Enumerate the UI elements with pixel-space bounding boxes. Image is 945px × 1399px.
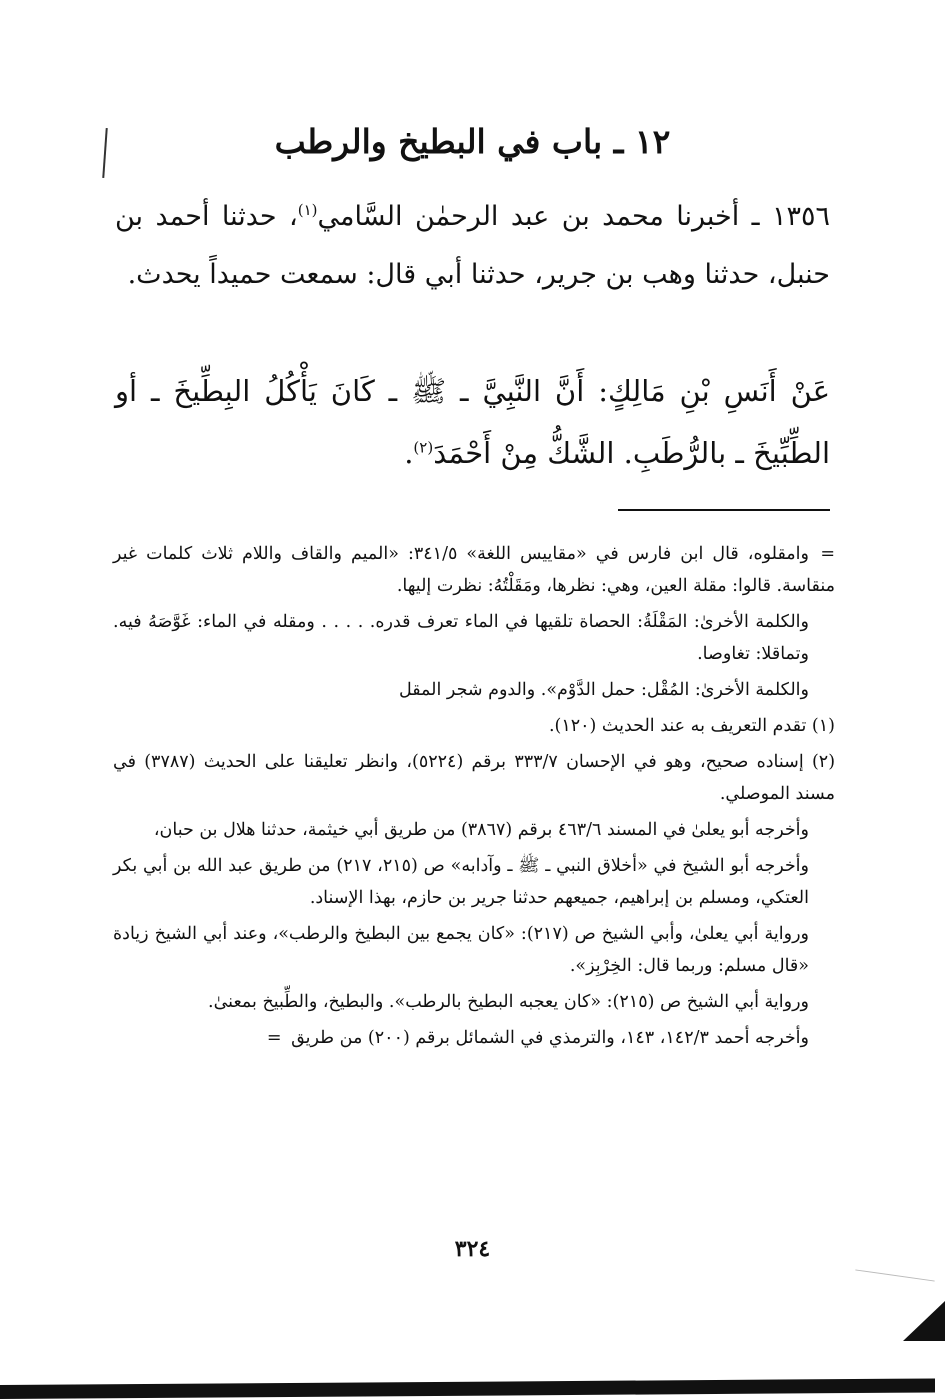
matn-text: عَنْ أَنَسِ بْنِ مَالِكٍ: أَنَّ النَّبِيَّ ـ ﷺ ـ كَانَ يَأْكُلُ البِطِّيخَ ـ أو الطِّبِّيخَ ـ بالرُّطَبِ. الشَّكُّ مِنْ أَحْمَدَ — [115, 374, 830, 470]
footnote-2-para-5: ورواية أبي الشيخ ص (٢١٥): «كان يعجبه البطيخ بالرطب». والبطيخ، والطِّبيخ بمعنىٰ. — [208, 992, 809, 1012]
isnad-text-part1: ١٣٥٦ ـ أخبرنا محمد بن عبد الرحمٰن السَّامي — [317, 201, 830, 232]
footnote-2-para-6-text: وأخرجه أحمد ١٤٢/٣، ١٤٣، والترمذي في الشمائل برقم (٢٠٠) من طريق — [291, 1028, 809, 1048]
footnote-cont-line-3: والكلمة الأخرىٰ: المُقْل: حمل الدَّوْم». والدوم شجر المقل — [398, 680, 809, 700]
isnad-footnote-ref: (١) — [297, 201, 318, 219]
continuation-mark: = — [820, 544, 835, 564]
footnotes-section — [113, 538, 835, 1058]
footnote-2-para-1: (٢) إسناده صحيح، وهو في الإحسان ٣٣٣/٧ برقم (٥٢٢٤)، وانظر تعليقنا على الحديث (٣٧٨٧) في مسند الموصلي. — [113, 752, 836, 804]
scan-bottom-edge — [0, 1378, 935, 1399]
footnote-continuation — [113, 538, 835, 602]
footnote-cont-line-2: والكلمة الأخرىٰ: المَقْلَةُ: الحصاة تلقيها في الماء تعرف قدره. . . . . ومقله في الماء: غَوَّصَهُ فيه. وتماقلا: تغاوصا. — [113, 612, 809, 664]
chapter-title: ١٢ ـ باب في البطيخ والرطب — [274, 122, 671, 161]
footnote-separator — [618, 509, 830, 511]
footnote-2-para-6 — [113, 1022, 835, 1054]
matn-end: . — [404, 436, 414, 470]
scan-corner-shadow — [903, 1301, 945, 1341]
matn-footnote-ref: (٢) — [413, 438, 434, 457]
footnote-2-para-3: وأخرجه أبو الشيخ في «أخلاق النبي ـ ﷺ ـ وآدابه» ص (٢١٥، ٢١٧) من طريق عبد الله بن أبي بكر العتكي، ومسلم بن إبراهيم، جميعهم حدثنا جرير بن حازم، بهذا الإسناد. — [113, 856, 809, 908]
footnote-2-para-4: ورواية أبي يعلىٰ، وأبي الشيخ ص (٢١٧): «كان يجمع بين البطيخ والرطب»، وعند أبي الشيخ زيادة «قال مسلم: وربما قال: الخِرْبِز». — [113, 924, 809, 976]
isnad-text-part2: ، حدثنا أحمد بن حنبل، حدثنا وهب بن جرير، حدثنا أبي قال: سمعت حميداً يحدث. — [115, 201, 830, 290]
footnote-2-para-2: وأخرجه أبو يعلىٰ في المسند ٤٦٣/٦ برقم (٣٨٦٧) من طريق أبي خيثمة، حدثنا هلال بن حبان، — [153, 820, 809, 840]
page-number: ٣٢٤ — [454, 1236, 491, 1262]
hadith-matn — [115, 360, 830, 484]
footnote-1: (١) تقدم التعريف به عند الحديث (١٢٠). — [548, 716, 835, 736]
scan-artifact-line — [855, 1269, 934, 1281]
footnote-cont-line-1: وامقلوه، قال ابن فارس في «مقاييس اللغة» ٣٤١/٥: «الميم والقاف واللام ثلاث كلمات غير منقاسة. قالوا: مقلة العين، وهي: نظرها، ومَقَلْتُهُ: نظرت إليها. — [113, 544, 835, 596]
continuation-end-mark: = — [266, 1028, 282, 1048]
hadith-isnad — [115, 188, 830, 304]
